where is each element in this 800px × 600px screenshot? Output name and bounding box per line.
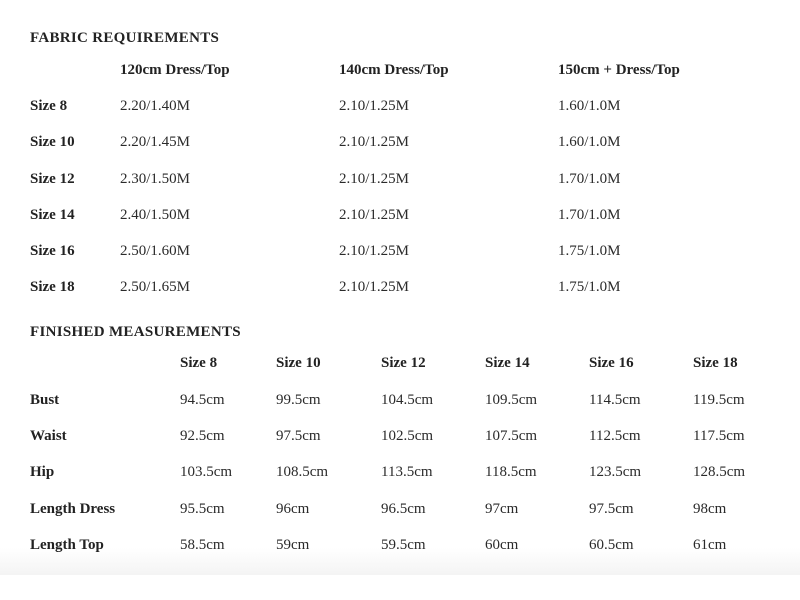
row-label: Size 16	[30, 243, 75, 259]
table-cell: 114.5cm	[589, 392, 641, 408]
table-cell: 104.5cm	[381, 392, 434, 408]
table-cell: 2.20/1.40M	[120, 98, 191, 114]
measure-col-header: Size 18	[693, 355, 738, 371]
table-cell: 60cm	[485, 537, 519, 553]
table-cell: 1.70/1.0M	[558, 171, 621, 187]
table-cell: 94.5cm	[180, 392, 225, 408]
table-cell: 2.10/1.25M	[339, 279, 410, 295]
table-cell: 98cm	[693, 501, 727, 517]
table-cell: 112.5cm	[589, 428, 641, 444]
table-cell: 95.5cm	[180, 501, 225, 517]
table-cell: 128.5cm	[693, 464, 746, 480]
table-cell: 97.5cm	[589, 501, 634, 517]
row-label: Length Top	[30, 537, 104, 553]
table-cell: 2.40/1.50M	[120, 207, 191, 223]
table-cell: 113.5cm	[381, 464, 433, 480]
table-cell: 2.50/1.60M	[120, 243, 191, 259]
table-cell: 1.75/1.0M	[558, 243, 621, 259]
table-cell: 59.5cm	[381, 537, 426, 553]
table-cell: 102.5cm	[381, 428, 434, 444]
table-cell: 1.60/1.0M	[558, 134, 621, 150]
table-cell: 2.10/1.25M	[339, 207, 410, 223]
table-cell: 2.10/1.25M	[339, 98, 410, 114]
table-cell: 97.5cm	[276, 428, 321, 444]
table-cell: 58.5cm	[180, 537, 225, 553]
table-cell: 2.10/1.25M	[339, 171, 410, 187]
table-cell: 107.5cm	[485, 428, 538, 444]
table-cell: 1.75/1.0M	[558, 279, 621, 295]
table-cell: 109.5cm	[485, 392, 538, 408]
table-cell: 117.5cm	[693, 428, 745, 444]
table-cell: 119.5cm	[693, 392, 745, 408]
table-cell: 118.5cm	[485, 464, 537, 480]
finished-measurements-title: FINISHED MEASUREMENTS	[30, 324, 241, 340]
table-cell: 2.10/1.25M	[339, 243, 410, 259]
table-cell: 60.5cm	[589, 537, 634, 553]
row-label: Size 8	[30, 98, 68, 114]
row-label: Length Dress	[30, 501, 116, 517]
measure-col-header: Size 12	[381, 355, 426, 371]
measure-col-header: Size 14	[485, 355, 530, 371]
table-cell: 96cm	[276, 501, 310, 517]
table-cell: 96.5cm	[381, 501, 426, 517]
table-cell: 2.10/1.25M	[339, 134, 410, 150]
table-cell: 99.5cm	[276, 392, 321, 408]
row-label: Size 18	[30, 279, 75, 295]
table-cell: 1.70/1.0M	[558, 207, 621, 223]
fabric-col-header: 150cm + Dress/Top	[558, 62, 680, 78]
measure-col-header: Size 16	[589, 355, 634, 371]
row-label: Bust	[30, 392, 60, 408]
table-cell: 108.5cm	[276, 464, 329, 480]
table-cell: 97cm	[485, 501, 519, 517]
measure-col-header: Size 8	[180, 355, 218, 371]
row-label: Waist	[30, 428, 67, 444]
row-label: Size 10	[30, 134, 75, 150]
fabric-requirements-title: FABRIC REQUIREMENTS	[30, 30, 220, 46]
measure-col-header: Size 10	[276, 355, 321, 371]
row-label: Size 14	[30, 207, 75, 223]
fabric-col-header: 120cm Dress/Top	[120, 62, 230, 78]
fabric-col-header: 140cm Dress/Top	[339, 62, 449, 78]
table-cell: 92.5cm	[180, 428, 225, 444]
table-cell: 59cm	[276, 537, 310, 553]
row-label: Hip	[30, 464, 55, 480]
table-cell: 61cm	[693, 537, 727, 553]
table-cell: 2.30/1.50M	[120, 171, 191, 187]
table-cell: 2.50/1.65M	[120, 279, 191, 295]
table-cell: 1.60/1.0M	[558, 98, 621, 114]
row-label: Size 12	[30, 171, 75, 187]
table-cell: 123.5cm	[589, 464, 642, 480]
table-cell: 103.5cm	[180, 464, 233, 480]
table-cell: 2.20/1.45M	[120, 134, 191, 150]
